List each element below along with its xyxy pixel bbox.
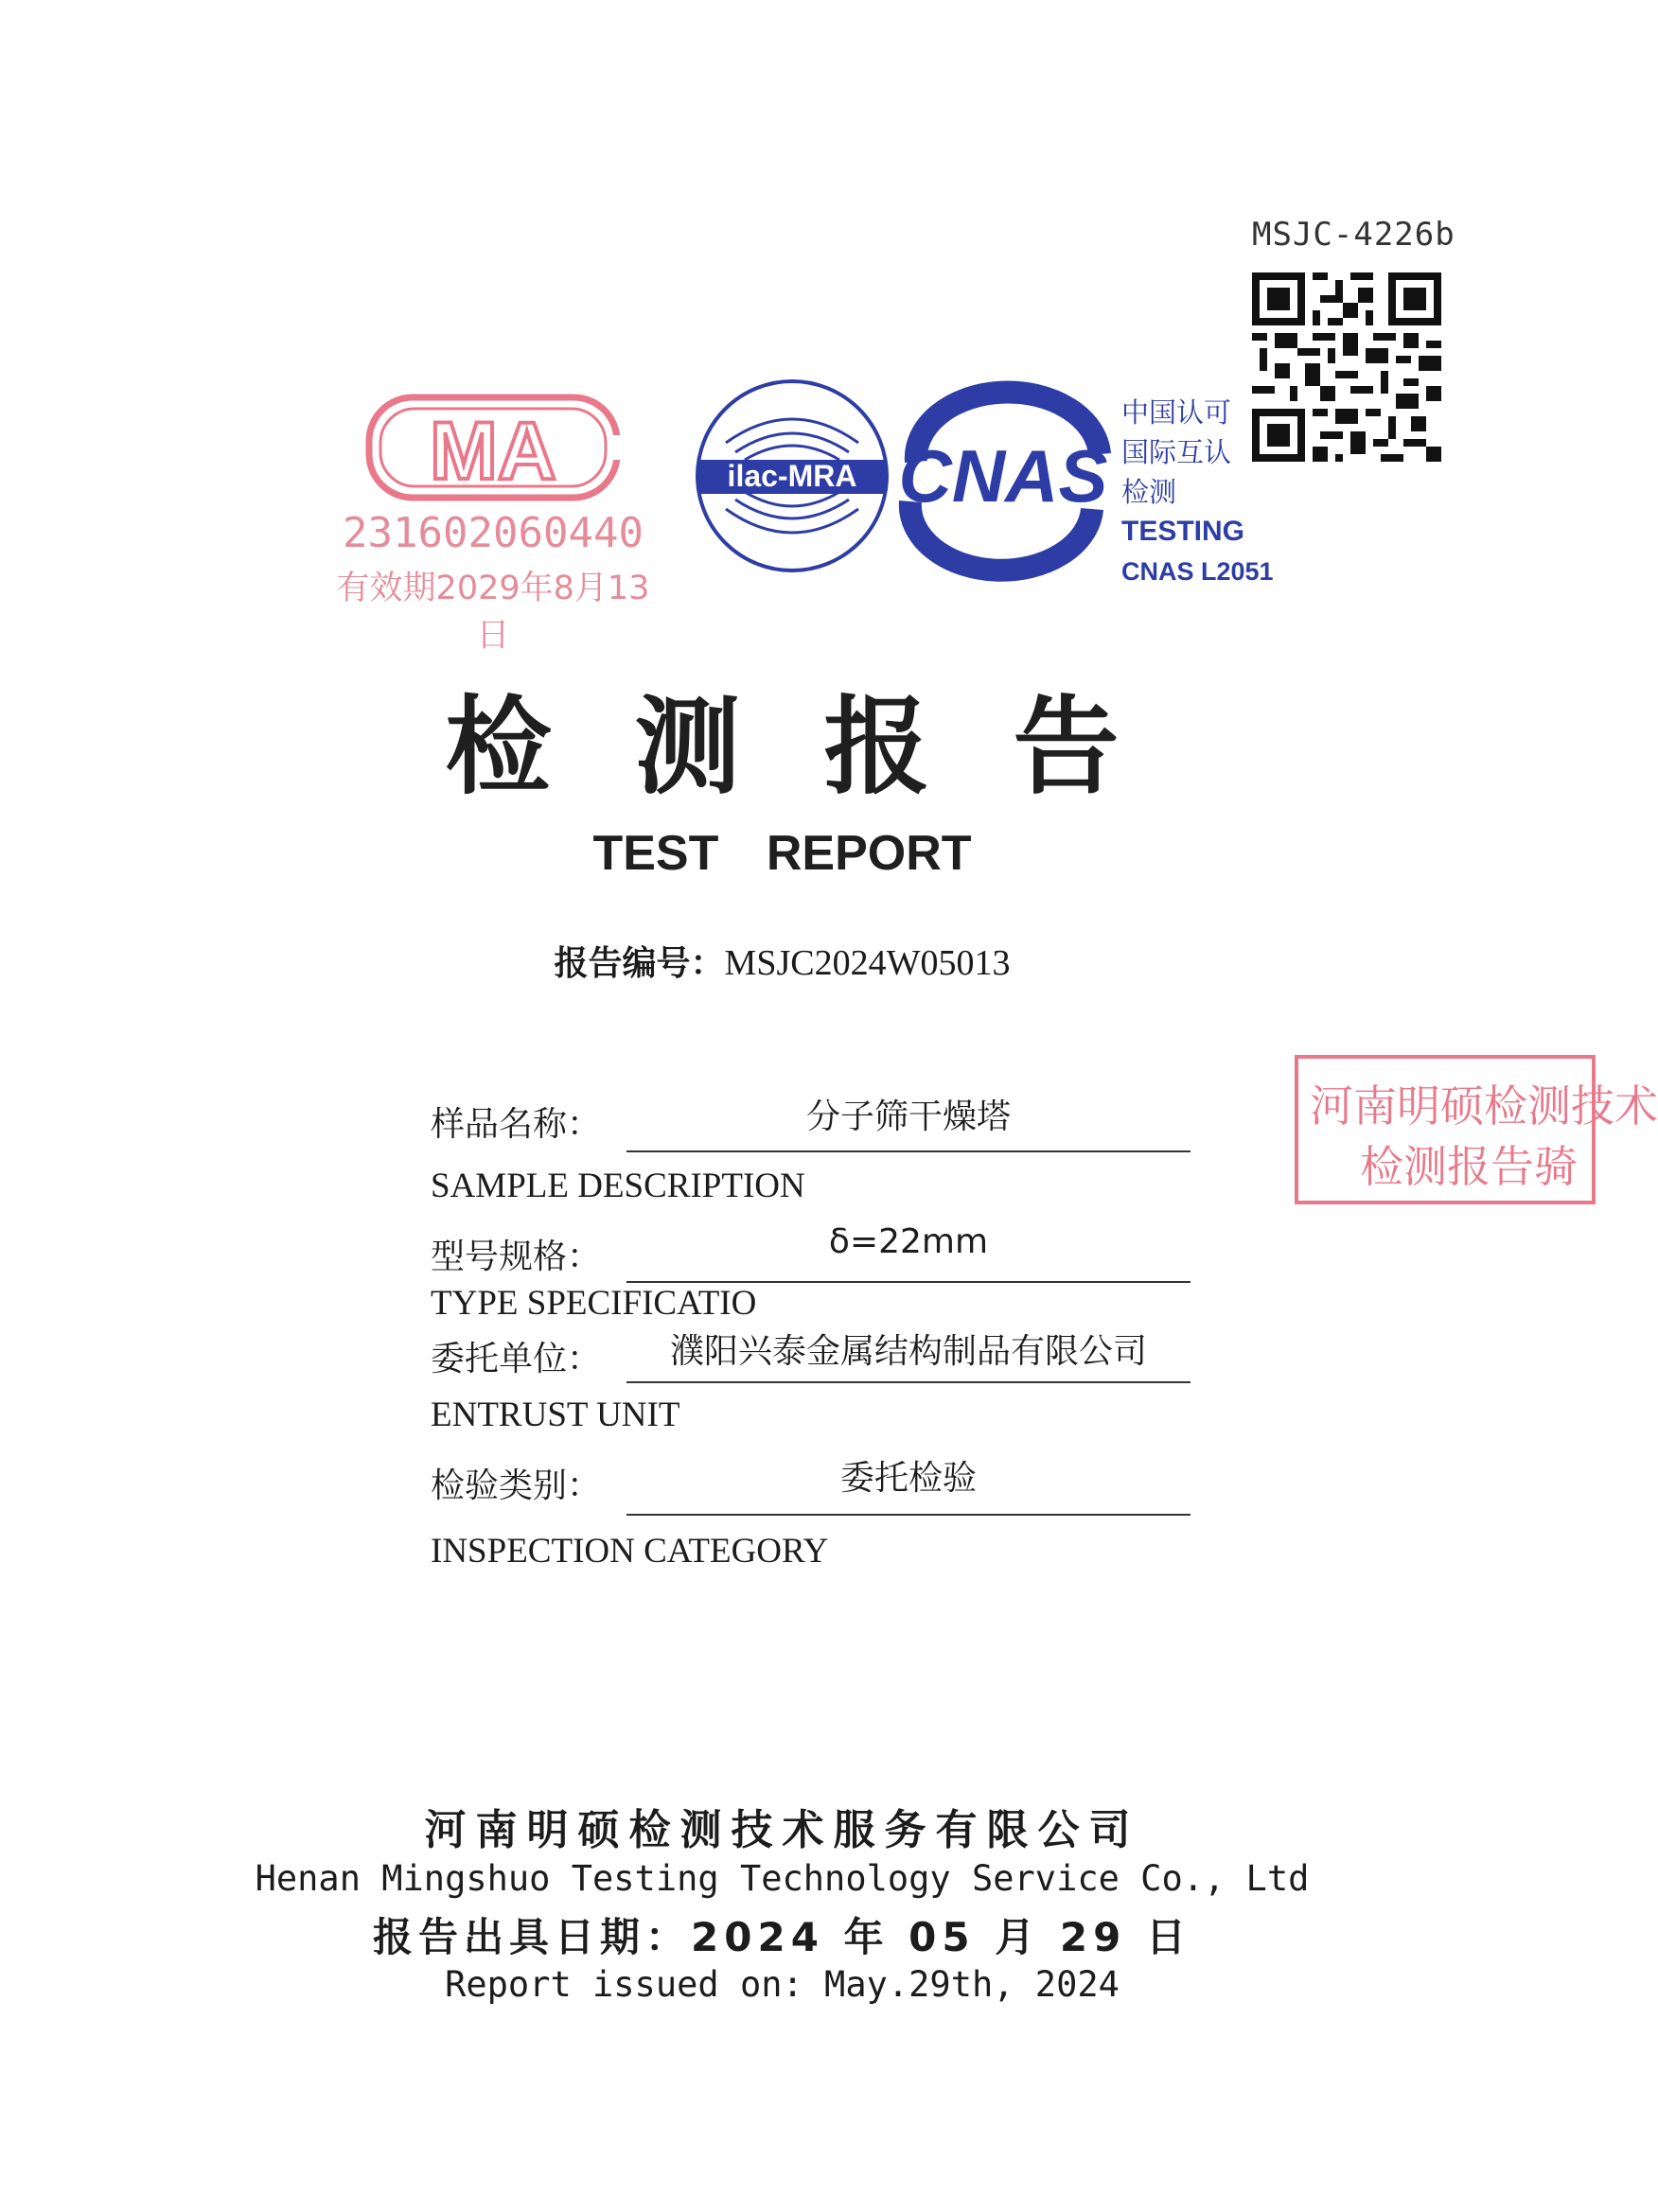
- page-title: 检测报告: [445, 685, 1203, 809]
- cnas-text: CNAS: [898, 434, 1108, 518]
- sample-description-label-en: SAMPLE DESCRIPTION: [431, 1167, 805, 1205]
- cma-letters: MA: [430, 406, 556, 497]
- issue-date-en: Report issued on: May.29th, 2024: [445, 1964, 1120, 2005]
- type-specification-label-en: TYPE SPECIFICATIO: [431, 1284, 757, 1323]
- cnas-line: 中国认可: [1121, 396, 1232, 429]
- page-title-en: TEST REPORT: [592, 826, 972, 881]
- stamp-line-2: 检测报告骑: [1360, 1141, 1578, 1192]
- sample-description-value: 分子筛干燥塔: [805, 1097, 1011, 1136]
- field-underline: [626, 1514, 1191, 1516]
- entrust-unit-value: 濮阳兴泰金属结构制品有限公司: [669, 1332, 1147, 1371]
- cma-number: 231602060440: [343, 509, 644, 557]
- report-number: [0, 937, 1564, 985]
- cnas-line: 国际互认: [1121, 436, 1232, 468]
- type-specification-label: 型号规格：: [431, 1238, 602, 1276]
- cnas-line: 检测: [1121, 476, 1177, 508]
- report-number-label: 报告编号：: [554, 944, 725, 983]
- cma-validity: 有效期2029年8月13日: [336, 570, 650, 655]
- document-code: MSJC-4226b: [1252, 216, 1455, 254]
- type-specification-value: δ=22mm: [828, 1222, 989, 1261]
- inspection-category-label: 检验类别：: [431, 1466, 602, 1505]
- company-seal-stamp: [1295, 1055, 1658, 1204]
- cma-logo-icon: [331, 388, 655, 511]
- company-name-en: Henan Mingshuo Testing Technology Service Co., Ltd: [255, 1858, 1310, 1899]
- field-underline: [626, 1150, 1191, 1152]
- stamp-line-1: 河南明硕检测技术: [1310, 1080, 1658, 1132]
- field-underline: [626, 1381, 1191, 1383]
- cnas-logo-icon: [890, 395, 1117, 566]
- qr-code: [1252, 272, 1441, 462]
- inspection-category-value: 委托检验: [839, 1459, 977, 1498]
- report-number-value: MSJC2024W05013: [724, 943, 1011, 983]
- issue-date-cn: 报告出具日期：2024 年 05 月 29 日: [373, 1914, 1191, 1960]
- cnas-caption: [1121, 393, 1274, 591]
- cma-mark: [331, 388, 655, 655]
- inspection-category-label-en: INSPECTION CATEGORY: [431, 1532, 829, 1571]
- cnas-line: TESTING: [1121, 516, 1245, 547]
- sample-description-label: 样品名称：: [431, 1105, 602, 1144]
- ilac-text: ilac-MRA: [727, 459, 857, 493]
- entrust-unit-label-en: ENTRUST UNIT: [431, 1396, 680, 1434]
- cnas-line: CNAS L2051: [1121, 557, 1274, 586]
- ilac-mra-logo-icon: [693, 377, 891, 575]
- entrust-unit-label: 委托单位：: [431, 1340, 602, 1378]
- company-name-cn: 河南明硕检测技术服务有限公司: [424, 1806, 1140, 1854]
